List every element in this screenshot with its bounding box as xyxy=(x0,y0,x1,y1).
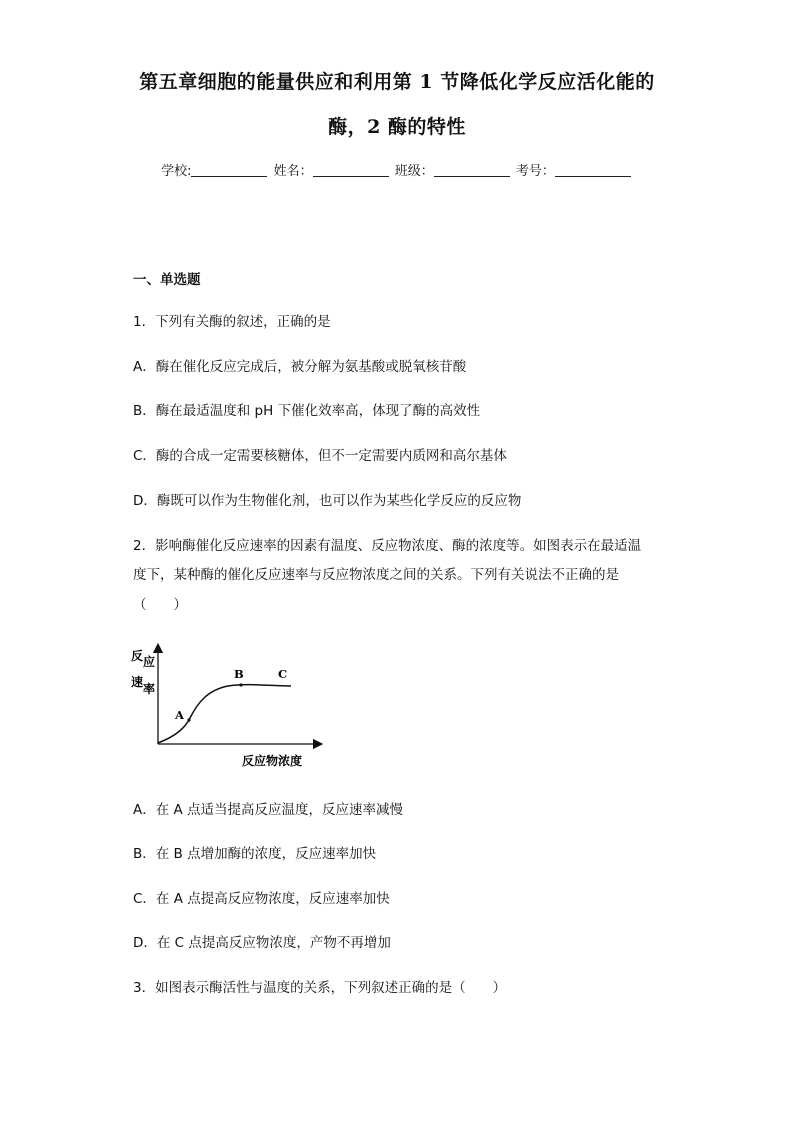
enzyme-rate-figure xyxy=(128,640,328,770)
class-label: 班级： xyxy=(394,164,434,179)
question-2-stem-line-1: 2．影响酶催化反应速率的因素有温度、反应物浓度、酶的浓度等。如图表示在最适温 xyxy=(133,538,642,554)
question-2-option-d: D．在 C 点提高反应物浓度，产物不再增加 xyxy=(133,935,391,951)
document-title-line-1: 第五章细胞的能量供应和利用第 1 节降低化学反应活化能的 xyxy=(139,71,655,93)
section-heading: 一、单选题 xyxy=(133,272,201,288)
point-b-marker xyxy=(239,683,242,686)
question-1-stem: 1．下列有关酶的叙述，正确的是 xyxy=(133,314,331,330)
y-axis-label-char-3: 速 xyxy=(131,675,144,689)
question-2-stem-line-3: （ ） xyxy=(133,597,187,613)
question-1-option-b: B．酶在最适温度和 pH 下催化效率高，体现了酶的高效性 xyxy=(133,403,481,419)
y-axis-label-char-4: 率 xyxy=(143,682,156,696)
question-2-stem-line-2: 度下，某种酶的催化反应速率与反应物浓度之间的关系。下列有关说法不正确的是 xyxy=(133,567,619,583)
point-c-label: C xyxy=(278,667,288,681)
question-2-option-a: A．在 A 点适当提高反应温度，反应速率减慢 xyxy=(133,802,404,818)
question-1-option-c: C．酶的合成一定需要核糖体，但不一定需要内质网和高尔基体 xyxy=(133,448,507,464)
document-title-line-2: 酶，2 酶的特性 xyxy=(328,116,466,138)
y-axis-label-char-1: 反 xyxy=(131,649,144,663)
class-blank[interactable] xyxy=(434,162,510,177)
exam-number-label: 考号： xyxy=(515,164,555,179)
school-blank[interactable] xyxy=(191,162,267,177)
question-1-option-d: D．酶既可以作为生物催化剂，也可以作为某些化学反应的反应物 xyxy=(133,493,522,509)
point-b-label: B xyxy=(234,667,244,681)
question-2-option-c: C．在 A 点提高反应物浓度，反应速率加快 xyxy=(133,891,390,907)
x-axis-label: 反应物浓度 xyxy=(242,754,303,768)
school-label: 学校: xyxy=(161,164,192,179)
name-label: 姓名： xyxy=(273,164,313,179)
name-blank[interactable] xyxy=(313,162,389,177)
point-a-marker xyxy=(187,718,190,721)
y-axis-label-char-2: 应 xyxy=(143,655,156,669)
student-info-row xyxy=(0,160,794,179)
point-a-label: A xyxy=(175,708,184,722)
question-3-stem: 3．如图表示酶活性与温度的关系，下列叙述正确的是（ ） xyxy=(133,980,507,996)
question-2-option-b: B．在 B 点增加酶的浓度，反应速率加快 xyxy=(133,846,377,862)
question-1-option-a: A．酶在催化反应完成后，被分解为氨基酸或脱氧核苷酸 xyxy=(133,359,467,375)
exam-number-blank[interactable] xyxy=(555,162,631,177)
